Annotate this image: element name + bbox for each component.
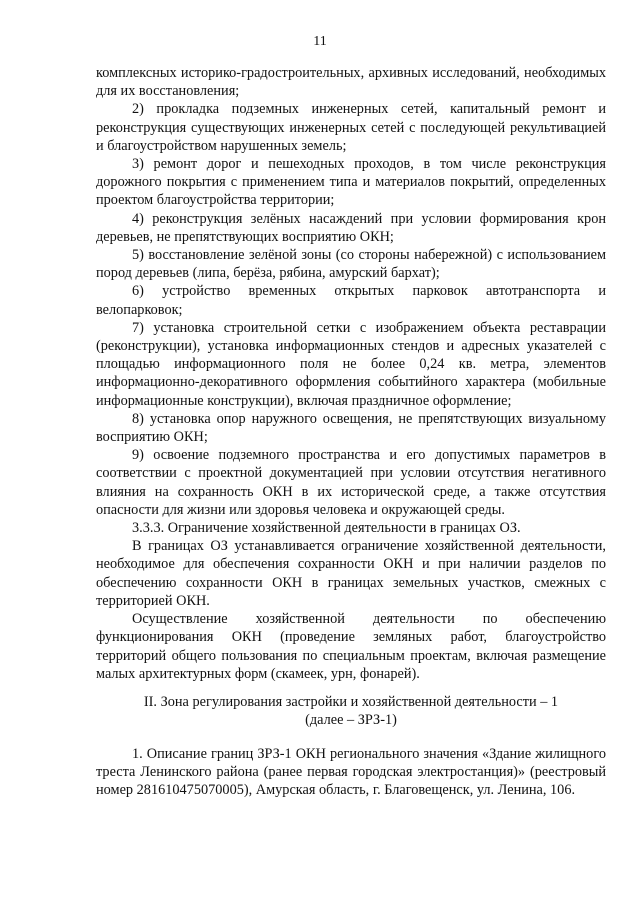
boundary-paragraph: 1. Описание границ ЗРЗ-1 ОКН регионального значения «Здание жилищного треста Ленинского района (ранее первая городская электростанция)» (реестровый номер 281610475070005), Амурская область, г. Благовещенск, ул. Ленина, 106. [96,746,606,799]
section-heading-line-2: (далее – ЗРЗ-1) [305,712,397,729]
list-item-3: 3) ремонт дорог и пешеходных проходов, в том числе реконструкция дорожного покрытия с применением типа и материалов покрытий, определенных проектом благоустройства территории; [96,156,606,209]
paragraph-continuation: комплексных историко-градостроительных, архивных исследований, необходимых для их восстановления; [96,65,606,100]
restriction-paragraph: В границах ОЗ устанавливается ограничение хозяйственной деятельности, необходимое для обеспечения сохранности ОКН и при наличии разделов по обеспечению сохранности ОКН в границах земельных участков, смежных с территорией ОКН. [96,538,606,609]
list-item-9: 9) освоение подземного пространства и его допустимых параметров в соответствии с проектной документацией при условии отсутствия негативного влияния на сохранность ОКН в их исторической среде, а также отсутствия опасности для жизни или здоровья человека и окружающей среды. [96,447,606,518]
list-item-4: 4) реконструкция зелёных насаждений при условии формирования крон деревьев, не препятствующих восприятию ОКН; [96,210,606,245]
list-item-5: 5) восстановление зелёной зоны (со стороны набережной) с использованием пород деревьев (липа, берёза, рябина, амурский бархат); [96,247,606,282]
list-item-6: 6) устройство временных открытых парковок автотранспорта и велопарковок; [96,283,606,318]
page-number: 11 [313,34,327,49]
subsection-title: 3.3.3. Ограничение хозяйственной деятельности в границах ОЗ. [132,520,521,537]
section-heading [96,693,606,729]
list-item-7: 7) установка строительной сетки с изображением объекта реставрации (реконструкции), установка информационных стендов и адресных указателей с площадью информационного поля не более 0,24 кв. метра, элементов информационно-декоративного оформления событийного характера (мобильные информационные конструкции), включая праздничное оформление; [96,319,606,409]
boundary-description [96,745,606,800]
activity-paragraph: Осуществление хозяйственной деятельности по обеспечению функционирования ОКН (проведение земляных работ, благоустройство территорий общего пользования по специальным проектам, включая размещение малых архитектурных форм (скамеек, урн, фонарей). [96,611,606,682]
section-heading-line-1: II. Зона регулирования застройки и хозяйственной деятельности – 1 [143,694,559,710]
list-item-2: 2) прокладка подземных инженерных сетей, капитальный ремонт и реконструкция существующих инженерных сетей с последующей рекультивацией и благоустройством нарушенных земель; [96,101,606,154]
list-item-8: 8) установка опор наружного освещения, не препятствующих визуальному восприятию ОКН; [96,410,606,446]
body-text [96,64,606,683]
